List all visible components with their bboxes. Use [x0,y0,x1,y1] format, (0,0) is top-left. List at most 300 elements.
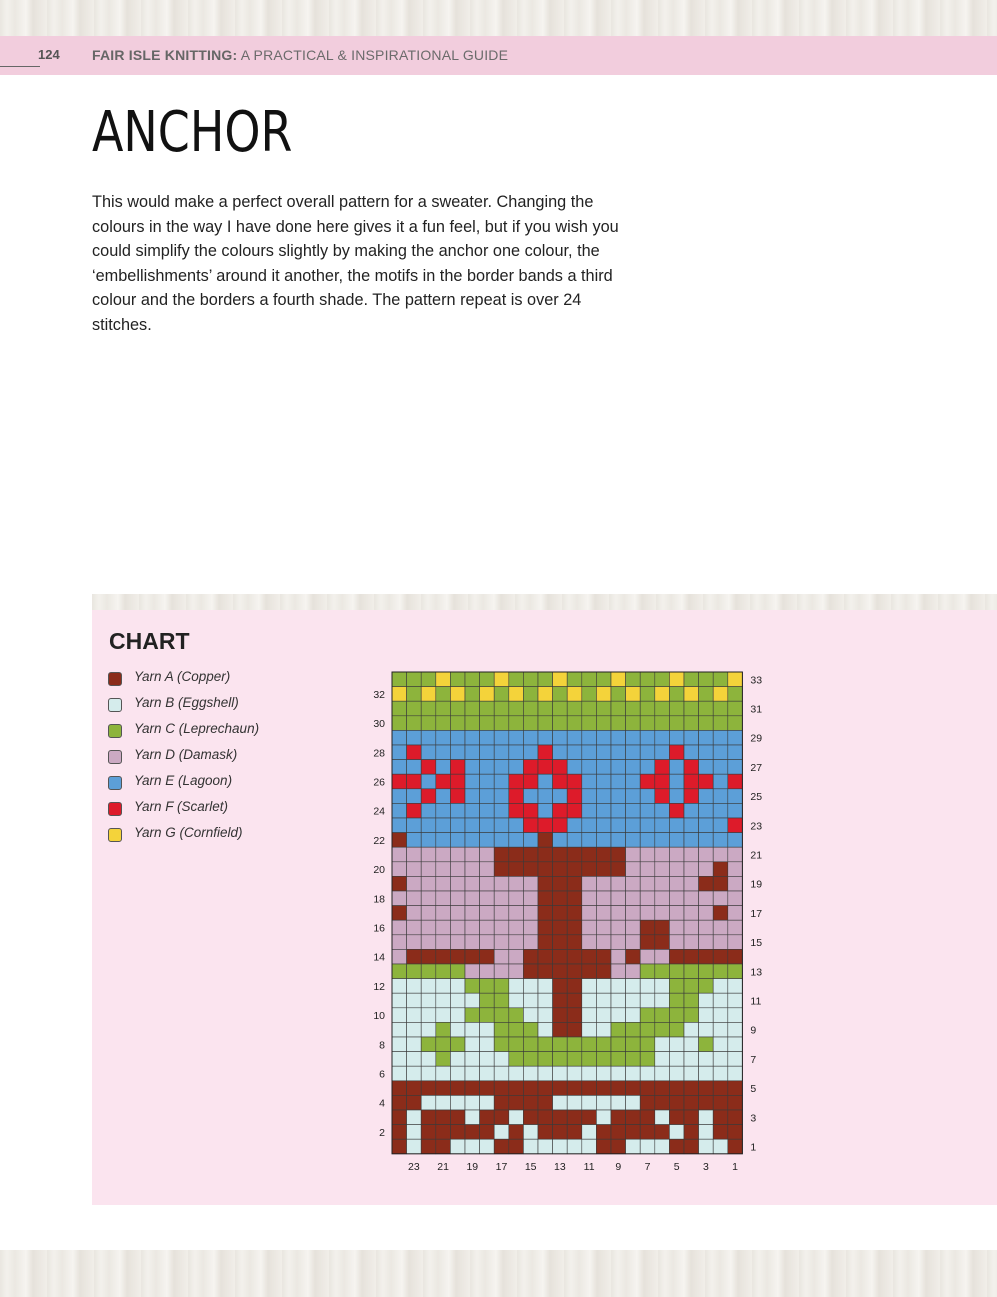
chart-cell [450,833,465,848]
legend-swatch [108,802,122,816]
chart-cell [596,979,611,994]
row-label-right: 3 [750,1112,757,1125]
chart-cell [407,891,422,906]
chart-cell [494,789,509,804]
chart-cell [436,935,451,950]
wood-texture-top [0,0,997,36]
chart-cell [407,935,422,950]
chart-cell [640,1081,655,1096]
chart-cell [699,833,714,848]
chart-cell [421,862,436,877]
chart-cell [626,891,641,906]
running-title-bold: FAIR ISLE KNITTING: [92,47,238,63]
chart-cell [655,906,670,921]
chart-cell [407,1095,422,1110]
chart-cell [480,1008,495,1023]
chart-cell [480,993,495,1008]
row-label-left: 24 [373,805,385,818]
chart-cell [611,1066,626,1081]
row-label-right: 15 [750,937,763,950]
row-label-right: 33 [750,674,763,687]
chart-cell [392,1037,407,1052]
chart-cell [421,920,436,935]
chart-cell [728,1052,743,1067]
chart-cell [553,1008,568,1023]
chart-cell [684,701,699,716]
chart-cell [713,1125,728,1140]
chart-cell [509,1022,524,1037]
chart-cell [582,730,597,745]
chart-cell [669,1008,684,1023]
chart-cell [655,862,670,877]
chart-cell [626,803,641,818]
chart-cell [465,1037,480,1052]
chart-cell [494,672,509,687]
chart-cell [436,1081,451,1096]
chart-cell [567,730,582,745]
chart-cell [392,891,407,906]
chart-cell [538,906,553,921]
chart-cell [465,818,480,833]
chart-cell [567,1139,582,1154]
row-label-right: 7 [750,1053,757,1066]
chart-cell [669,745,684,760]
page-number: 124 [38,47,60,62]
chart-cell [421,1037,436,1052]
row-label-left: 12 [373,980,385,993]
chart-cell [669,1052,684,1067]
chart-cell [465,906,480,921]
chart-cell [538,1052,553,1067]
chart-cell [392,745,407,760]
chart-cell [669,949,684,964]
chart-cell [611,833,626,848]
chart-cell [655,687,670,702]
row-label-right: 1 [750,1141,757,1154]
chart-cell [728,774,743,789]
chart-cell [567,1125,582,1140]
chart-cell [436,979,451,994]
chart-cell [611,920,626,935]
chart-cell [421,847,436,862]
chart-cell [626,687,641,702]
row-label-left: 16 [373,922,385,935]
chart-cell [436,1125,451,1140]
chart-cell [553,964,568,979]
chart-cell [421,672,436,687]
chart-cell [392,964,407,979]
chart-cell [596,687,611,702]
chart-cell [450,949,465,964]
chart-cell [713,876,728,891]
chart-cell [494,979,509,994]
chart-cell [699,672,714,687]
chart-cell [699,1037,714,1052]
chart-cell [728,1066,743,1081]
chart-cell [494,833,509,848]
chart-cell [655,745,670,760]
chart-cell [582,1022,597,1037]
chart-cell [538,993,553,1008]
chart-cell [450,876,465,891]
chart-cell [728,935,743,950]
chart-cell [611,1052,626,1067]
chart-cell [421,833,436,848]
chart-cell [465,1139,480,1154]
chart-cell [480,1081,495,1096]
row-label-left: 28 [373,747,385,760]
chart-cell [713,716,728,731]
chart-cell [611,862,626,877]
chart-cell [509,833,524,848]
chart-cell [553,833,568,848]
chart-cell [494,964,509,979]
chart-cell [669,701,684,716]
chart-cell [450,1022,465,1037]
chart-heading: CHART [109,628,190,654]
chart-cell [699,687,714,702]
chart-cell [567,789,582,804]
chart-cell [465,935,480,950]
chart-cell [567,833,582,848]
chart-cell [450,862,465,877]
chart-cell [392,803,407,818]
chart-cell [407,979,422,994]
chart-cell [669,1125,684,1140]
chart-cell [436,1008,451,1023]
chart-cell [494,774,509,789]
chart-cell [407,672,422,687]
chart-cell [684,1081,699,1096]
chart-cell [728,1125,743,1140]
chart-cell [538,847,553,862]
chart-cell [450,1095,465,1110]
chart-cell [392,993,407,1008]
chart-cell [669,862,684,877]
chart-cell [567,818,582,833]
chart-cell [509,862,524,877]
chart-cell [640,964,655,979]
chart-cell [669,818,684,833]
legend-swatch [108,750,122,764]
chart-cell [523,876,538,891]
chart-cell [392,1110,407,1125]
chart-cell [509,701,524,716]
chart-cell [699,920,714,935]
chart-cell [611,935,626,950]
chart-cell [450,1008,465,1023]
chart-cell [523,862,538,877]
chart-cell [450,774,465,789]
column-label: 3 [702,1160,709,1173]
chart-cell [582,993,597,1008]
chart-cell [523,920,538,935]
chart-cell [465,1095,480,1110]
chart-cell [392,701,407,716]
chart-cell [669,789,684,804]
chart-cell [392,1139,407,1154]
chart-cell [436,1110,451,1125]
chart-cell [407,818,422,833]
chart-cell [655,993,670,1008]
page-title: ANCHOR [92,100,293,165]
row-label-left: 22 [373,834,385,847]
chart-cell [450,920,465,935]
chart-cell [713,730,728,745]
intro-paragraph: This would make a perfect overall pattern for a sweater. Changing the colours in the way I have done here gives it a fun feel, but if you wish you could simplify the colours slightly by making the anchor one colour, the ‘embellishments’ around it another, the motifs in the border bands a third colour and the borders a fourth shade. The pattern repeat is over 24 stitches. [92,193,619,334]
chart-cell [436,1139,451,1154]
chart-cell [407,701,422,716]
chart-cell [684,1139,699,1154]
chart-cell [611,1037,626,1052]
chart-cell [655,935,670,950]
chart-cell [596,760,611,775]
chart-cell [596,745,611,760]
chart-cell [480,833,495,848]
chart-cell [611,789,626,804]
chart-cell [523,993,538,1008]
chart-cell [450,906,465,921]
chart-cell [626,833,641,848]
chart-cell [684,1022,699,1037]
chart-cell [713,1022,728,1037]
chart-cell [684,730,699,745]
chart-cell [567,803,582,818]
chart-cell [655,1037,670,1052]
chart-cell [699,1052,714,1067]
chart-cell [480,1052,495,1067]
chart-cell [480,803,495,818]
chart-cell [582,701,597,716]
row-label-left: 10 [373,1010,385,1023]
chart-cell [421,774,436,789]
chart-cell [407,1110,422,1125]
chart-cell [465,1066,480,1081]
chart-cell [407,760,422,775]
chart-cell [509,1081,524,1096]
chart-cell [684,687,699,702]
row-label-left: 30 [373,718,385,731]
chart-cell [553,920,568,935]
chart-cell [713,1066,728,1081]
chart-cell [407,716,422,731]
chart-cell [626,1095,641,1110]
chart-cell [465,1052,480,1067]
chart-cell [494,1095,509,1110]
chart-cell [699,891,714,906]
chart-cell [553,701,568,716]
chart-cell [713,803,728,818]
chart-cell [538,1066,553,1081]
chart-cell [626,701,641,716]
chart-cell [582,1037,597,1052]
chart-cell [728,760,743,775]
chart-cell [465,760,480,775]
chart-cell [553,1125,568,1140]
chart-cell [640,876,655,891]
chart-cell [582,1052,597,1067]
chart-cell [684,964,699,979]
chart-cell [436,1095,451,1110]
chart-cell [596,1095,611,1110]
chart-cell [407,1139,422,1154]
legend-swatch [108,724,122,738]
chart-cell [567,1066,582,1081]
chart-cell [626,979,641,994]
chart-cell [509,979,524,994]
column-label: 13 [554,1160,566,1173]
chart-cell [596,847,611,862]
chart-cell [684,993,699,1008]
chart-cell [436,774,451,789]
chart-cell [684,760,699,775]
chart-cell [523,1125,538,1140]
chart-cell [465,862,480,877]
chart-cell [494,1066,509,1081]
running-title [92,47,508,63]
chart-cell [494,803,509,818]
chart-cell [582,789,597,804]
chart-cell [699,818,714,833]
chart-cell [523,1008,538,1023]
chart-cell [640,1139,655,1154]
chart-cell [567,716,582,731]
chart-cell [494,862,509,877]
chart-cell [684,1037,699,1052]
chart-cell [655,949,670,964]
chart-cell [509,891,524,906]
legend-swatch [108,698,122,712]
chart-cell [640,1110,655,1125]
chart-cell [407,920,422,935]
chart-cell [699,730,714,745]
chart-cell [626,789,641,804]
chart-cell [669,687,684,702]
chart-cell [494,1008,509,1023]
chart-cell [684,818,699,833]
chart-cell [407,1081,422,1096]
chart-cell [392,935,407,950]
chart-cell [538,1125,553,1140]
chart-cell [713,949,728,964]
chart-cell [640,687,655,702]
chart-cell [407,993,422,1008]
chart-cell [596,920,611,935]
chart-cell [538,1022,553,1037]
chart-cell [450,935,465,950]
chart-cell [465,745,480,760]
chart-cell [407,1066,422,1081]
chart-cell [626,716,641,731]
chart-cell [626,745,641,760]
chart-cell [640,745,655,760]
chart-cell [509,876,524,891]
chart-cell [509,1037,524,1052]
chart-cell [713,687,728,702]
chart-cell [582,803,597,818]
chart-cell [684,1052,699,1067]
chart-cell [494,716,509,731]
chart-cell [553,760,568,775]
chart-cell [640,789,655,804]
chart-cell [640,1066,655,1081]
chart-cell [421,979,436,994]
chart-cell [567,687,582,702]
chart-cell [684,891,699,906]
legend-label: Yarn B (Eggshell) [134,695,239,710]
chart-cell [421,803,436,818]
chart-cell [713,979,728,994]
chart-cell [728,672,743,687]
chart-cell [728,1081,743,1096]
chart-cell [611,891,626,906]
chart-cell [392,920,407,935]
chart-cell [611,993,626,1008]
chart-cell [596,1052,611,1067]
chart-cell [436,701,451,716]
chart-cell [567,1110,582,1125]
chart-cell [567,1022,582,1037]
chart-cell [582,672,597,687]
chart-cell [436,876,451,891]
chart-cell [436,1052,451,1067]
chart-cell [713,745,728,760]
chart-cell [465,701,480,716]
chart-cell [626,818,641,833]
chart-cell [392,687,407,702]
chart-cell [465,920,480,935]
chart-cell [728,1110,743,1125]
column-label: 1 [732,1160,739,1173]
chart-cell [392,1008,407,1023]
row-label-left: 18 [373,893,385,906]
chart-cell [567,1095,582,1110]
chart-cell [553,1110,568,1125]
chart-cell [538,935,553,950]
chart-cell [407,803,422,818]
chart-cell [626,993,641,1008]
chart-cell [421,906,436,921]
chart-cell [436,964,451,979]
chart-cell [699,964,714,979]
chart-cell [480,847,495,862]
chart-cell [669,760,684,775]
chart-cell [699,1022,714,1037]
chart-cell [538,818,553,833]
chart-cell [713,1139,728,1154]
chart-cell [728,716,743,731]
chart-cell [509,818,524,833]
chart-cell [655,730,670,745]
chart-cell [538,964,553,979]
chart-cell [640,818,655,833]
chart-cell [480,949,495,964]
chart-cell [494,1125,509,1140]
chart-cell [626,1139,641,1154]
chart-cell [421,745,436,760]
chart-cell [684,1066,699,1081]
chart-cell [407,789,422,804]
chart-cell [494,1139,509,1154]
chart-cell [436,847,451,862]
chart-cell [509,716,524,731]
chart-cell [450,818,465,833]
chart-cell [538,760,553,775]
chart-cell [436,687,451,702]
legend-label: Yarn C (Leprechaun) [134,721,260,736]
chart-cell [553,774,568,789]
column-label: 15 [524,1160,537,1173]
